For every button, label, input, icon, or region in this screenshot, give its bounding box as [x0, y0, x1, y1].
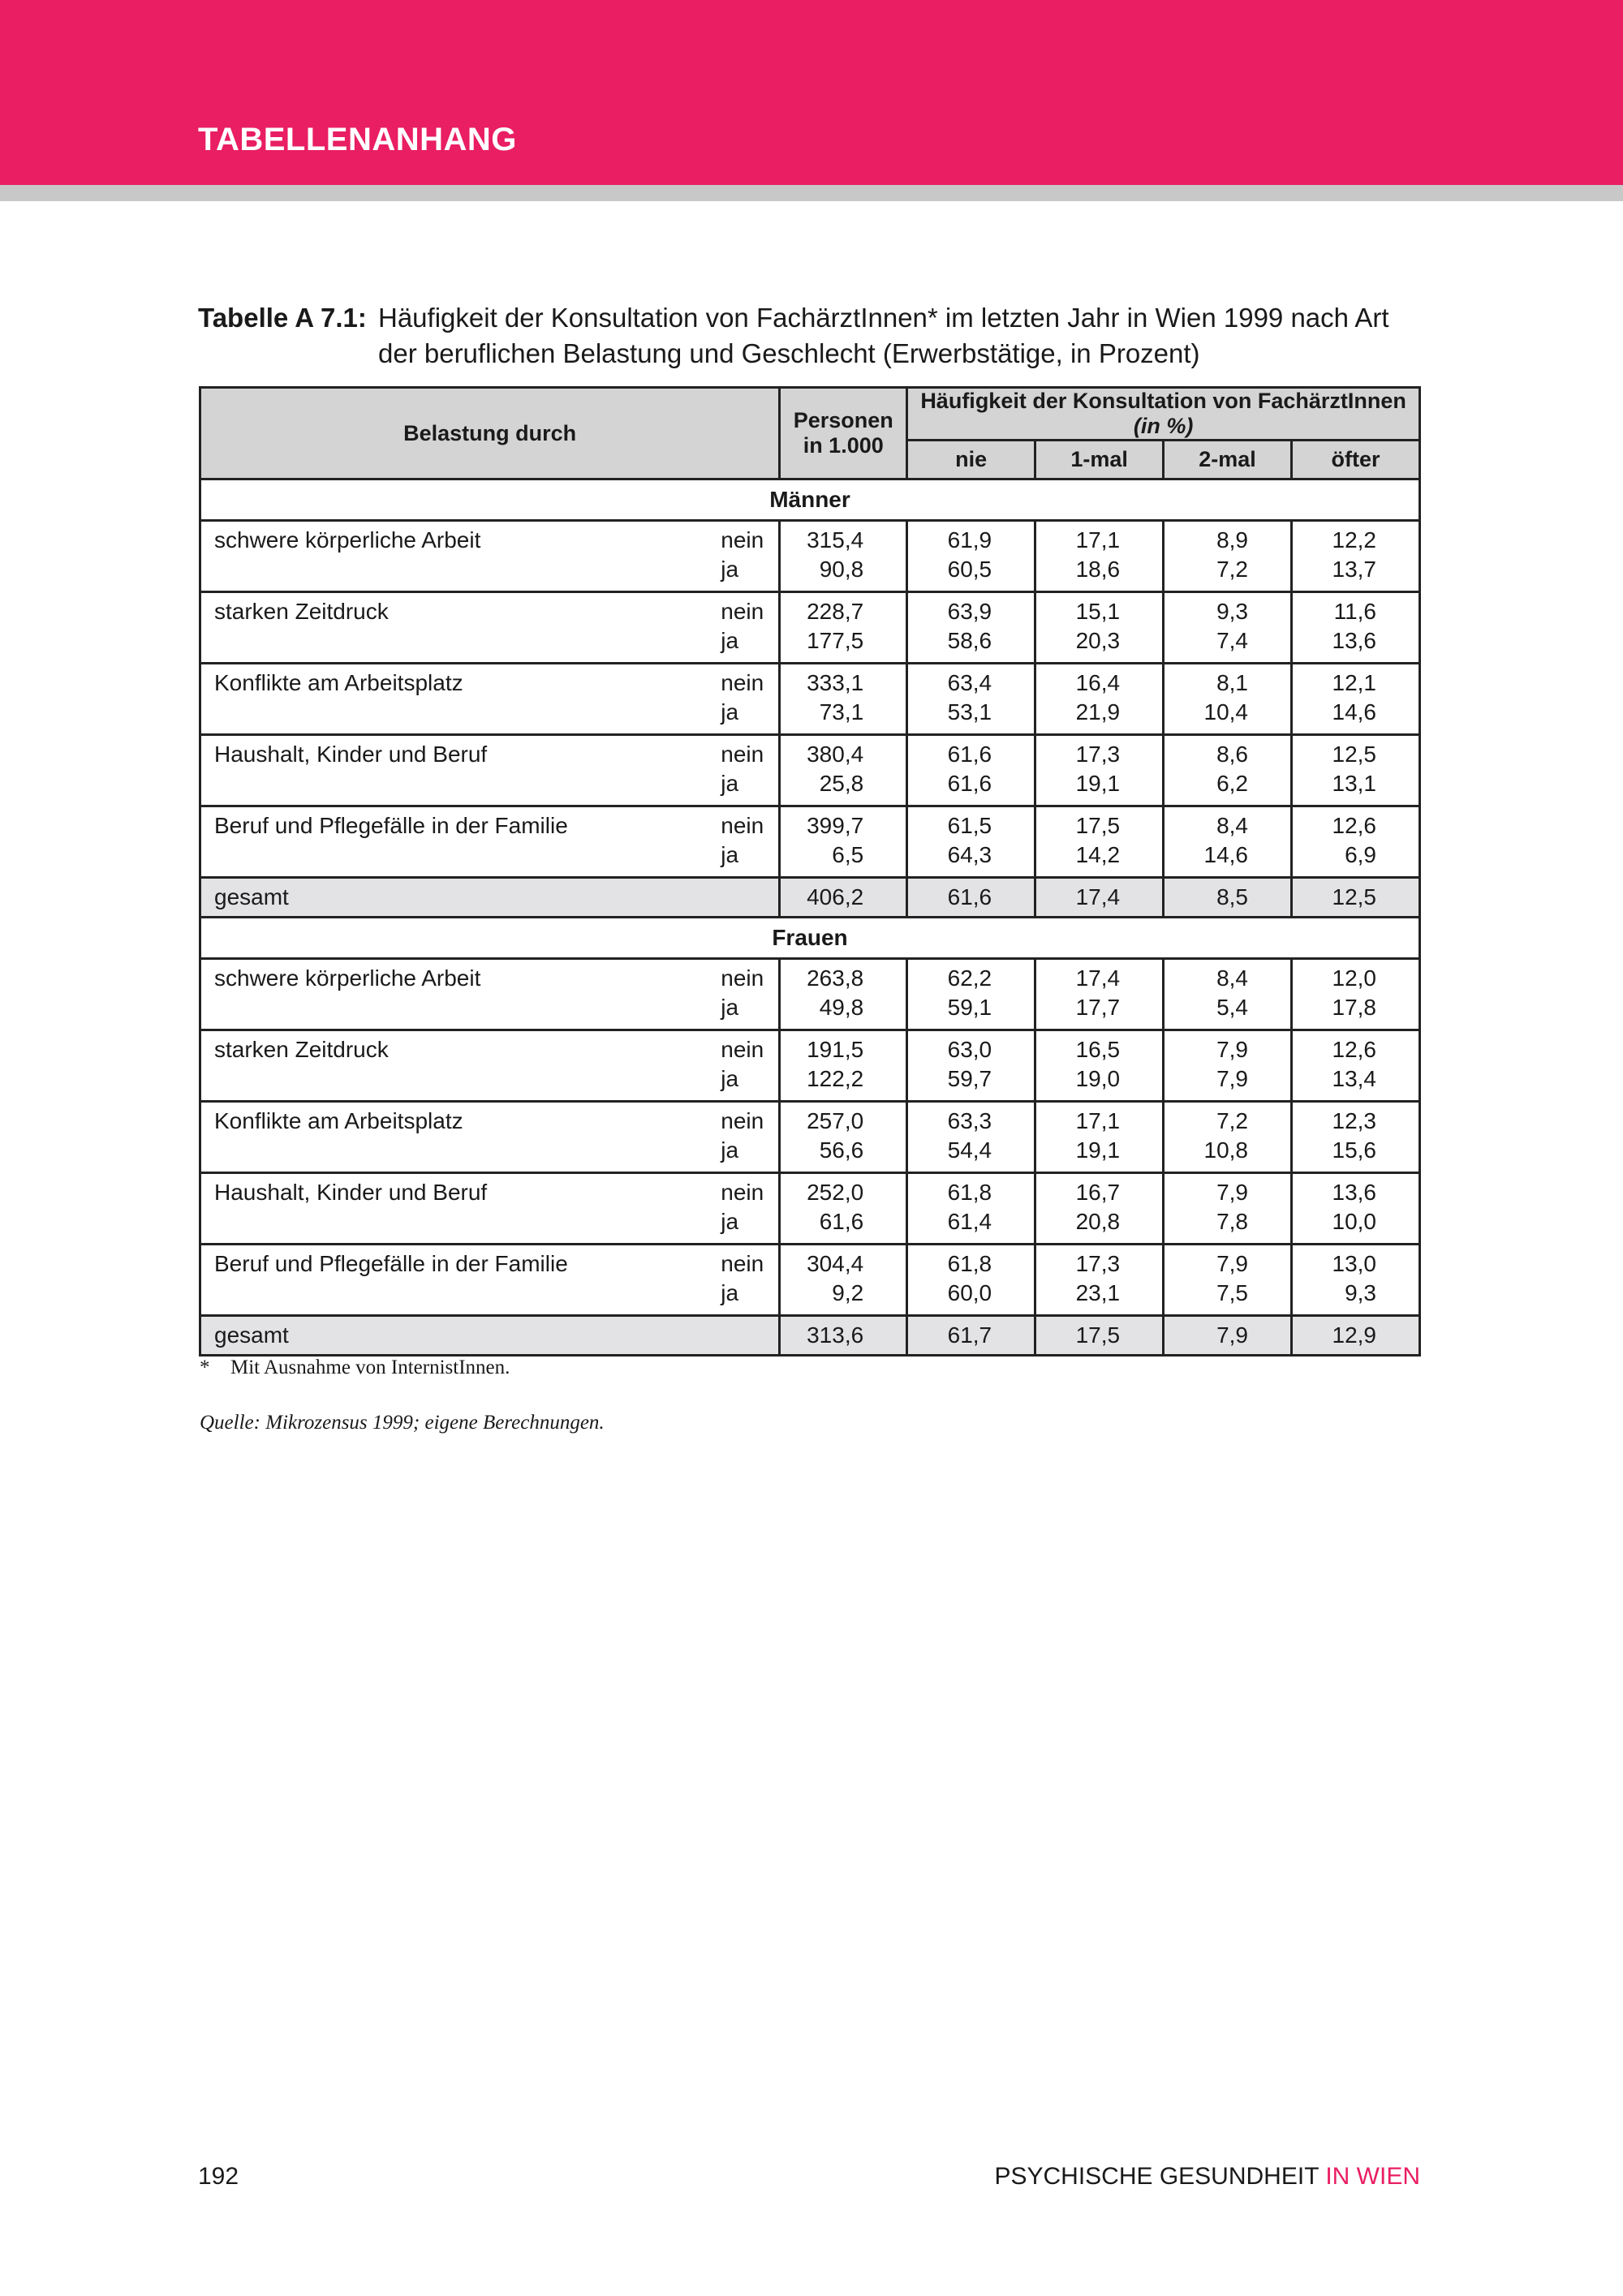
- value-cell-zweimal: [1164, 735, 1292, 806]
- group-label: Frauen: [200, 918, 1420, 959]
- data-table: [199, 386, 1421, 1357]
- value-nein: 263,8: [807, 965, 864, 991]
- nein-ja-cell: [714, 521, 779, 592]
- value-nein: 7,9: [1216, 1037, 1248, 1062]
- value-cell-einmal: [1035, 1245, 1164, 1316]
- nein-ja-cell: [714, 959, 779, 1030]
- row-label: starken Zeitdruck: [200, 1030, 715, 1102]
- row-label: schwere körperliche Arbeit: [200, 521, 715, 592]
- total-oefter: 12,5: [1292, 878, 1420, 918]
- table-row: [200, 521, 1420, 592]
- value-ja: 61,6: [947, 771, 992, 796]
- value-cell-zweimal: [1164, 1030, 1292, 1102]
- value-ja: 60,0: [947, 1280, 992, 1305]
- value-ja: 5,4: [1216, 995, 1248, 1020]
- table-row: [200, 1245, 1420, 1316]
- table-row: [200, 592, 1420, 664]
- total-label: gesamt: [200, 878, 780, 918]
- nein-ja-cell: [714, 1030, 779, 1102]
- value-nein: 191,5: [807, 1037, 864, 1062]
- nein-label: nein: [721, 1037, 764, 1062]
- value-ja: 17,7: [1075, 995, 1121, 1020]
- value-nein: 16,5: [1075, 1037, 1121, 1062]
- value-nein: 61,8: [947, 1180, 992, 1205]
- value-nein: 12,0: [1332, 965, 1376, 991]
- value-cell-oefter: [1292, 521, 1420, 592]
- total-personen: 313,6: [780, 1316, 907, 1356]
- footer-title-main: PSYCHISCHE GESUNDHEIT: [994, 2163, 1319, 2190]
- value-ja: 13,7: [1332, 557, 1376, 582]
- value-cell-personen: [780, 735, 907, 806]
- value-ja: 7,4: [1216, 628, 1248, 653]
- header-personen: Personen in 1.000: [780, 388, 907, 479]
- total-nie: 61,7: [907, 1316, 1035, 1356]
- footnote: [200, 1357, 510, 1379]
- value-nein: 12,3: [1332, 1108, 1376, 1133]
- value-ja: 7,8: [1216, 1209, 1248, 1234]
- value-ja: 17,8: [1332, 995, 1376, 1020]
- value-nein: 8,9: [1216, 527, 1248, 553]
- value-ja: 14,6: [1332, 699, 1376, 724]
- value-nein: 9,3: [1216, 599, 1248, 624]
- group-header-row: [200, 479, 1420, 521]
- value-cell-nie: [907, 1030, 1035, 1102]
- value-nein: 12,1: [1332, 670, 1376, 695]
- table-row: [200, 735, 1420, 806]
- value-nein: 11,6: [1333, 599, 1376, 624]
- nein-label: nein: [721, 1180, 764, 1205]
- footnote-marker: *: [200, 1357, 210, 1378]
- value-nein: 62,2: [947, 965, 992, 991]
- value-ja: 10,8: [1203, 1137, 1248, 1163]
- value-nein: 228,7: [807, 599, 864, 624]
- value-ja: 59,7: [947, 1066, 992, 1091]
- footer-title-accent: IN WIEN: [1325, 2163, 1420, 2190]
- value-ja: 59,1: [947, 995, 992, 1020]
- value-cell-einmal: [1035, 1173, 1164, 1245]
- value-nein: 17,1: [1075, 1108, 1121, 1133]
- header-haeufigkeit-unit: (in %): [1133, 414, 1194, 438]
- row-label: Haushalt, Kinder und Beruf: [200, 735, 715, 806]
- value-ja: 122,2: [807, 1066, 864, 1091]
- value-nein: 13,6: [1332, 1180, 1376, 1205]
- value-nein: 12,6: [1332, 1037, 1376, 1062]
- value-cell-nie: [907, 664, 1035, 735]
- value-cell-oefter: [1292, 806, 1420, 878]
- header-haeufigkeit-text: Häufigkeit der Konsultation von FachärztInnen: [920, 389, 1406, 413]
- value-cell-oefter: [1292, 592, 1420, 664]
- value-cell-oefter: [1292, 735, 1420, 806]
- value-cell-oefter: [1292, 1030, 1420, 1102]
- ja-label: ja: [721, 1066, 739, 1091]
- nein-label: nein: [721, 1108, 764, 1133]
- value-ja: 90,8: [819, 557, 864, 582]
- value-nein: 12,5: [1332, 742, 1376, 767]
- value-ja: 23,1: [1075, 1280, 1121, 1305]
- value-cell-einmal: [1035, 592, 1164, 664]
- value-cell-nie: [907, 1173, 1035, 1245]
- row-label: Konflikte am Arbeitsplatz: [200, 1102, 715, 1173]
- value-ja: 25,8: [819, 771, 864, 796]
- value-cell-nie: [907, 592, 1035, 664]
- ja-label: ja: [721, 557, 739, 582]
- value-cell-personen: [780, 959, 907, 1030]
- value-cell-personen: [780, 806, 907, 878]
- value-cell-nie: [907, 735, 1035, 806]
- value-cell-personen: [780, 521, 907, 592]
- value-nein: 8,1: [1216, 670, 1248, 695]
- value-nein: 61,9: [947, 527, 992, 553]
- value-ja: 9,2: [832, 1280, 864, 1305]
- row-label: Beruf und Pflegefälle in der Familie: [200, 1245, 715, 1316]
- value-nein: 13,0: [1332, 1251, 1376, 1276]
- nein-ja-cell: [714, 735, 779, 806]
- value-ja: 13,1: [1332, 771, 1376, 796]
- value-nein: 17,4: [1075, 965, 1121, 991]
- value-cell-oefter: [1292, 1173, 1420, 1245]
- table-row: [200, 806, 1420, 878]
- value-ja: 18,6: [1075, 557, 1121, 582]
- value-ja: 73,1: [819, 699, 864, 724]
- value-cell-personen: [780, 1245, 907, 1316]
- header-haeufigkeit: [907, 388, 1420, 441]
- value-cell-personen: [780, 664, 907, 735]
- total-nie: 61,6: [907, 878, 1035, 918]
- ja-label: ja: [721, 771, 739, 796]
- value-ja: 21,9: [1075, 699, 1121, 724]
- caption-label: Tabelle A 7.1:: [198, 303, 367, 333]
- value-cell-einmal: [1035, 735, 1164, 806]
- value-cell-nie: [907, 806, 1035, 878]
- ja-label: ja: [721, 699, 739, 724]
- value-ja: 7,2: [1216, 557, 1248, 582]
- value-cell-oefter: [1292, 959, 1420, 1030]
- value-nein: 63,0: [947, 1037, 992, 1062]
- nein-label: nein: [721, 527, 764, 553]
- value-nein: 8,6: [1216, 742, 1248, 767]
- value-nein: 7,9: [1216, 1180, 1248, 1205]
- value-cell-zweimal: [1164, 592, 1292, 664]
- value-cell-personen: [780, 1173, 907, 1245]
- value-ja: 20,8: [1075, 1209, 1121, 1234]
- nein-ja-cell: [714, 664, 779, 735]
- total-einmal: 17,5: [1035, 1316, 1164, 1356]
- ja-label: ja: [721, 1280, 739, 1305]
- value-nein: 8,4: [1216, 813, 1248, 838]
- value-ja: 54,4: [947, 1137, 992, 1163]
- value-cell-einmal: [1035, 806, 1164, 878]
- value-nein: 315,4: [807, 527, 864, 553]
- header-belastung: Belastung durch: [200, 388, 780, 479]
- nein-ja-cell: [714, 1102, 779, 1173]
- table-row: [200, 959, 1420, 1030]
- ja-label: ja: [721, 628, 739, 653]
- header-stripe: [0, 185, 1623, 201]
- value-cell-zweimal: [1164, 521, 1292, 592]
- nein-label: nein: [721, 813, 764, 838]
- nein-label: nein: [721, 599, 764, 624]
- value-ja: 177,5: [807, 628, 864, 653]
- value-nein: 399,7: [807, 813, 864, 838]
- value-nein: 333,1: [807, 670, 864, 695]
- value-nein: 12,6: [1332, 813, 1376, 838]
- nein-ja-cell: [714, 1173, 779, 1245]
- value-ja: 15,6: [1332, 1137, 1376, 1163]
- value-cell-zweimal: [1164, 664, 1292, 735]
- value-cell-zweimal: [1164, 1173, 1292, 1245]
- row-label: starken Zeitdruck: [200, 592, 715, 664]
- value-ja: 53,1: [947, 699, 992, 724]
- value-cell-zweimal: [1164, 806, 1292, 878]
- value-cell-nie: [907, 1245, 1035, 1316]
- value-cell-oefter: [1292, 664, 1420, 735]
- value-cell-personen: [780, 1030, 907, 1102]
- nein-label: nein: [721, 670, 764, 695]
- total-zweimal: 7,9: [1164, 1316, 1292, 1356]
- value-nein: 257,0: [807, 1108, 864, 1133]
- value-ja: 13,4: [1332, 1066, 1376, 1091]
- nein-ja-cell: [714, 1245, 779, 1316]
- value-cell-zweimal: [1164, 1245, 1292, 1316]
- value-ja: 10,4: [1203, 699, 1248, 724]
- table-row: [200, 664, 1420, 735]
- value-nein: 7,9: [1216, 1251, 1248, 1276]
- value-ja: 6,9: [1345, 842, 1376, 867]
- section-title: TABELLENANHANG: [198, 122, 517, 157]
- value-nein: 8,4: [1216, 965, 1248, 991]
- nein-ja-cell: [714, 592, 779, 664]
- group-header-row: [200, 918, 1420, 959]
- group-label: Männer: [200, 479, 1420, 521]
- value-ja: 61,6: [819, 1209, 864, 1234]
- value-ja: 10,0: [1332, 1209, 1376, 1234]
- value-ja: 14,2: [1075, 842, 1121, 867]
- value-cell-zweimal: [1164, 959, 1292, 1030]
- total-row: [200, 878, 1420, 918]
- header-oefter: öfter: [1292, 441, 1420, 479]
- value-ja: 6,5: [832, 842, 864, 867]
- value-cell-nie: [907, 1102, 1035, 1173]
- value-nein: 380,4: [807, 742, 864, 767]
- value-ja: 58,6: [947, 628, 992, 653]
- ja-label: ja: [721, 1209, 739, 1234]
- value-cell-einmal: [1035, 959, 1164, 1030]
- total-row: [200, 1316, 1420, 1356]
- value-ja: 56,6: [819, 1137, 864, 1163]
- value-ja: 64,3: [947, 842, 992, 867]
- value-nein: 12,2: [1332, 527, 1376, 553]
- value-cell-einmal: [1035, 1102, 1164, 1173]
- table-row: [200, 1102, 1420, 1173]
- value-cell-einmal: [1035, 664, 1164, 735]
- value-nein: 7,2: [1216, 1108, 1248, 1133]
- value-ja: 14,6: [1203, 842, 1248, 867]
- nein-ja-cell: [714, 806, 779, 878]
- row-label: schwere körperliche Arbeit: [200, 959, 715, 1030]
- value-cell-zweimal: [1164, 1102, 1292, 1173]
- value-ja: 61,4: [947, 1209, 992, 1234]
- value-cell-nie: [907, 959, 1035, 1030]
- value-cell-oefter: [1292, 1245, 1420, 1316]
- footnote-text: Mit Ausnahme von InternistInnen.: [230, 1357, 510, 1378]
- table-row: [200, 1030, 1420, 1102]
- value-ja: 19,0: [1075, 1066, 1121, 1091]
- value-ja: 20,3: [1075, 628, 1121, 653]
- value-ja: 13,6: [1332, 628, 1376, 653]
- caption-text: Häufigkeit der Konsultation von FachärztInnen* im letzten Jahr in Wien 1999 nach Art der beruflichen Belastung und Geschlecht (Erwerbstätige, in Prozent): [378, 303, 1389, 368]
- nein-label: nein: [721, 1251, 764, 1276]
- total-personen: 406,2: [780, 878, 907, 918]
- value-cell-personen: [780, 592, 907, 664]
- value-ja: 7,9: [1216, 1066, 1248, 1091]
- value-nein: 17,3: [1075, 1251, 1121, 1276]
- row-label: Beruf und Pflegefälle in der Familie: [200, 806, 715, 878]
- value-nein: 61,8: [947, 1251, 992, 1276]
- total-einmal: 17,4: [1035, 878, 1164, 918]
- value-ja: 6,2: [1216, 771, 1248, 796]
- value-nein: 17,1: [1075, 527, 1121, 553]
- nein-label: nein: [721, 742, 764, 767]
- value-nein: 17,3: [1075, 742, 1121, 767]
- value-ja: 19,1: [1075, 1137, 1121, 1163]
- value-nein: 63,4: [947, 670, 992, 695]
- value-nein: 304,4: [807, 1251, 864, 1276]
- total-zweimal: 8,5: [1164, 878, 1292, 918]
- table-row: [200, 1173, 1420, 1245]
- row-label: Konflikte am Arbeitsplatz: [200, 664, 715, 735]
- value-cell-oefter: [1292, 1102, 1420, 1173]
- value-ja: 19,1: [1075, 771, 1121, 796]
- ja-label: ja: [721, 842, 739, 867]
- ja-label: ja: [721, 995, 739, 1020]
- value-cell-nie: [907, 521, 1035, 592]
- value-cell-einmal: [1035, 521, 1164, 592]
- ja-label: ja: [721, 1137, 739, 1163]
- total-oefter: 12,9: [1292, 1316, 1420, 1356]
- value-cell-einmal: [1035, 1030, 1164, 1102]
- value-nein: 16,4: [1075, 670, 1121, 695]
- row-label: Haushalt, Kinder und Beruf: [200, 1173, 715, 1245]
- value-nein: 63,3: [947, 1108, 992, 1133]
- value-nein: 16,7: [1075, 1180, 1121, 1205]
- value-cell-personen: [780, 1102, 907, 1173]
- value-nein: 17,5: [1075, 813, 1121, 838]
- value-nein: 61,6: [947, 742, 992, 767]
- total-label: gesamt: [200, 1316, 780, 1356]
- nein-label: nein: [721, 965, 764, 991]
- value-ja: 60,5: [947, 557, 992, 582]
- value-ja: 7,5: [1216, 1280, 1248, 1305]
- page-number: 192: [198, 2163, 239, 2190]
- source-note: Quelle: Mikrozensus 1999; eigene Berechnungen.: [200, 1412, 605, 1434]
- value-nein: 252,0: [807, 1180, 864, 1205]
- header-nie: nie: [907, 441, 1035, 479]
- value-ja: 49,8: [819, 995, 864, 1020]
- footer-title: [994, 2163, 1420, 2191]
- value-nein: 63,9: [947, 599, 992, 624]
- value-ja: 9,3: [1345, 1280, 1376, 1305]
- value-nein: 15,1: [1075, 599, 1121, 624]
- value-nein: 61,5: [947, 813, 992, 838]
- header-1mal: 1-mal: [1035, 441, 1164, 479]
- header-2mal: 2-mal: [1164, 441, 1292, 479]
